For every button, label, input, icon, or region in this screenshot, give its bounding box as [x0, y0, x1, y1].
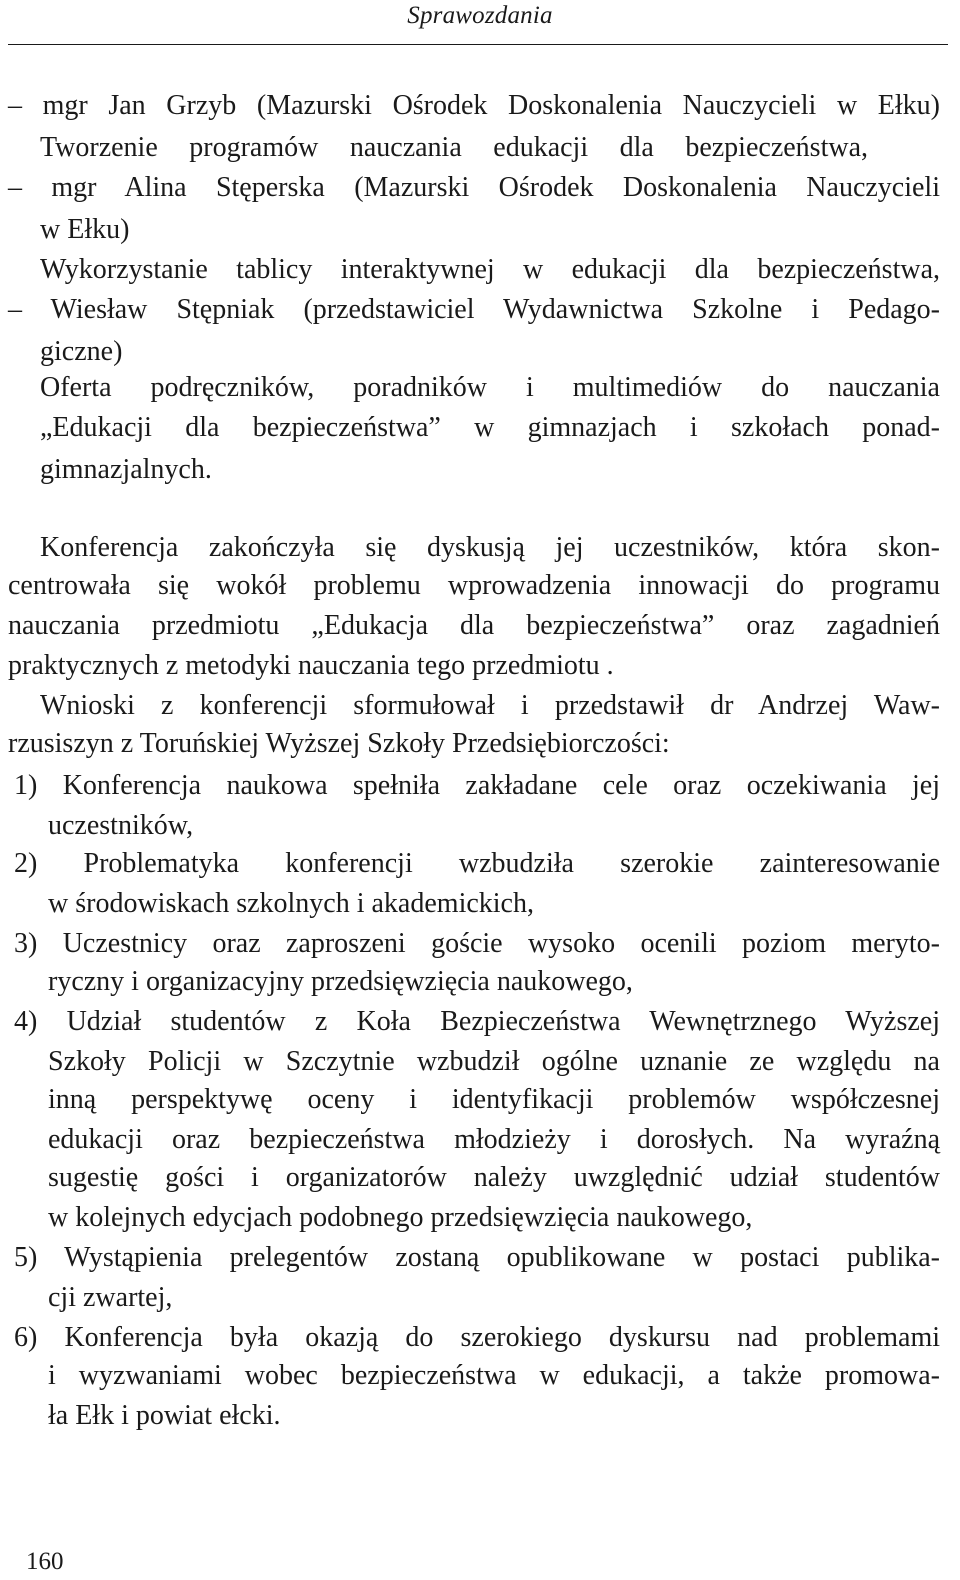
- text-line: Oferta podręczników, poradników i multimediów do nauczania: [40, 372, 940, 403]
- text-line: centrowała się wokół problemu wprowadzenia innowacji do programu: [8, 570, 940, 601]
- text-line: – Wiesław Stępniak (przedstawiciel Wydawnictwa Szkolne i Pedago-: [8, 294, 940, 325]
- text-line: ryczny i organizacyjny przedsięwzięcia naukowego,: [48, 966, 633, 997]
- text-line: 1) Konferencja naukowa spełniła zakładane cele oraz oczekiwania jej: [14, 770, 940, 801]
- text-line: 4) Udział studentów z Koła Bezpieczeństwa Wewnętrznego Wyższej: [14, 1006, 940, 1037]
- text-line: giczne): [40, 336, 123, 367]
- text-line: w Ełku): [40, 214, 130, 245]
- text-line: ła Ełk i powiat ełcki.: [48, 1400, 281, 1431]
- text-line: i wyzwaniami wobec bezpieczeństwa w edukacji, a także promowa-: [48, 1360, 940, 1391]
- text-line: cji zwartej,: [48, 1282, 173, 1313]
- text-line: edukacji oraz bezpieczeństwa młodzieży i dorosłych. Na wyraźną: [48, 1124, 940, 1155]
- text-line: – mgr Jan Grzyb (Mazurski Ośrodek Doskonalenia Nauczycieli w Ełku): [8, 90, 940, 121]
- text-line: Szkoły Policji w Szczytnie wzbudził ogólne uznanie ze względu na: [48, 1046, 940, 1077]
- text-line: Konferencja zakończyła się dyskusją jej uczestników, która skon-: [40, 532, 940, 563]
- text-line: uczestników,: [48, 810, 194, 841]
- text-line: 3) Uczestnicy oraz zaproszeni goście wysoko ocenili poziom meryto-: [14, 928, 940, 959]
- text-line: 5) Wystąpienia prelegentów zostaną opublikowane w postaci publika-: [14, 1242, 940, 1273]
- text-line: w środowiskach szkolnych i akademickich,: [48, 888, 534, 919]
- text-line: gimnazjalnych.: [40, 454, 212, 485]
- text-line: Tworzenie programów nauczania edukacji dla bezpieczeństwa,: [40, 132, 868, 163]
- text-line: Wnioski z konferencji sformułował i przedstawił dr Andrzej Waw-: [40, 690, 940, 721]
- text-line: w kolejnych edycjach podobnego przedsięwzięcia naukowego,: [48, 1202, 753, 1233]
- text-line: – mgr Alina Stęperska (Mazurski Ośrodek Doskonalenia Nauczycieli: [8, 172, 940, 203]
- text-line: „Edukacji dla bezpieczeństwa” w gimnazjach i szkołach ponad-: [40, 412, 940, 443]
- text-line: nauczania przedmiotu „Edukacja dla bezpieczeństwa” oraz zagadnień: [8, 610, 940, 641]
- text-line: 2) Problematyka konferencji wzbudziła szerokie zainteresowanie: [14, 848, 940, 879]
- header-rule: [8, 44, 948, 45]
- text-line: 6) Konferencja była okazją do szerokiego dyskursu nad problemami: [14, 1322, 940, 1353]
- text-line: inną perspektywę oceny i identyfikacji problemów współczesnej: [48, 1084, 940, 1115]
- page-number: 160: [26, 1548, 64, 1575]
- text-line: Wykorzystanie tablicy interaktywnej w edukacji dla bezpieczeństwa,: [40, 254, 940, 285]
- text-line: praktycznych z metodyki nauczania tego przedmiotu .: [8, 650, 614, 681]
- text-line: rzusiszyn z Toruńskiej Wyższej Szkoły Przedsiębiorczości:: [8, 728, 670, 759]
- text-line: sugestię gości i organizatorów należy uwzględnić udział studentów: [48, 1162, 940, 1193]
- running-head-title: Sprawozdania: [407, 2, 553, 29]
